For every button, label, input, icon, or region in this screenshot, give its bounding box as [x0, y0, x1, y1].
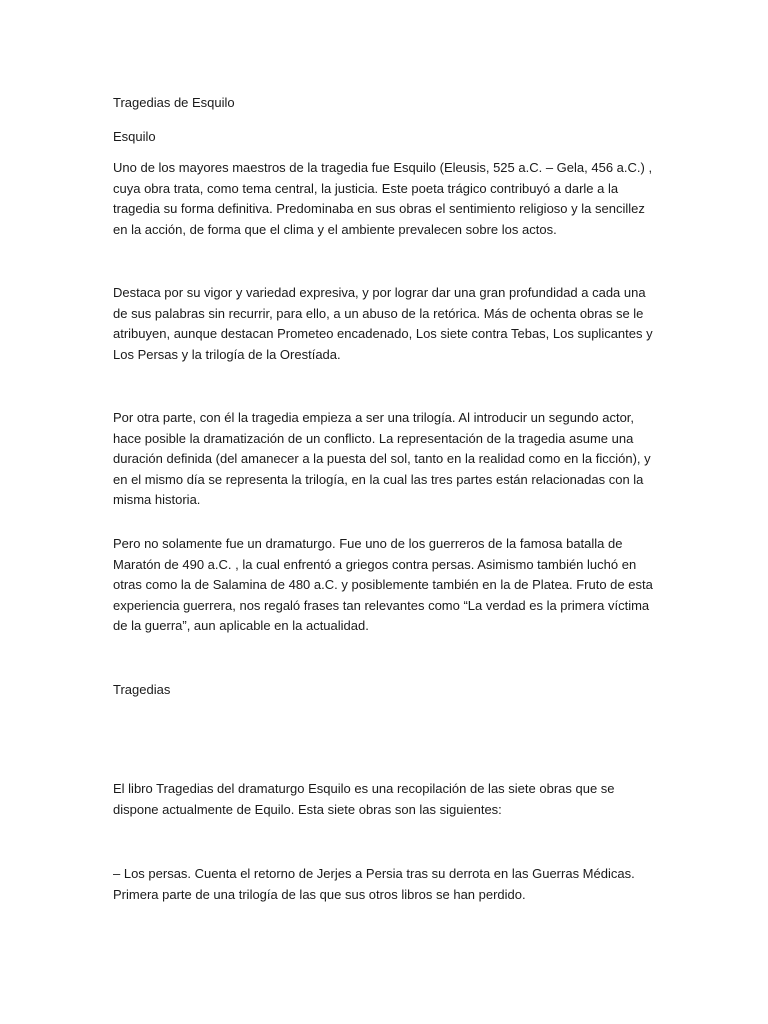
section-heading-tragedias: Tragedias: [113, 682, 171, 697]
author-heading: Esquilo: [113, 129, 156, 144]
paragraph-warrior: Pero no solamente fue un dramaturgo. Fue uno de los guerreros de la famosa batalla de Maratón de 490 a.C. , la cual enfrentó a griegos contra persas. Asimismo también luchó en otras como la de Salamina de 480 a.C. y posiblemente también en la de Platea. Fruto de esta experiencia guerrera, nos regaló frases tan relevantes como “La verdad es la primera víctima de la guerra”, aun aplicable en la actualidad.: [113, 536, 653, 633]
paragraph-trilogy: Por otra parte, con él la tragedia empieza a ser una trilogía. Al introducir un segundo actor, hace posible la dramatización de un conflicto. La representación de la tragedia asume una duración definida (del amanecer a la puesta del sol, tanto en la realidad como en la ficción), y en el mismo día se representa la trilogía, en la cual las tres partes están relacionadas con la misma historia.: [113, 410, 651, 507]
list-item-los-persas: – Los persas. Cuenta el retorno de Jerjes a Persia tras su derrota en las Guerras Médicas. Primera parte de una trilogía de las que sus otros libros se han perdido.: [113, 866, 635, 902]
document-title: Tragedias de Esquilo: [113, 95, 235, 110]
paragraph-intro: Uno de los mayores maestros de la tragedia fue Esquilo (Eleusis, 525 a.C. – Gela, 456 a.C.) , cuya obra trata, como tema central, la justicia. Este poeta trágico contribuyó a darle a la tragedia su forma definitiva. Predominaba en sus obras el sentimiento religioso y la sencillez en la acción, de forma que el clima y el ambiente prevalecen sobre los actos.: [113, 160, 653, 237]
paragraph-book-intro: El libro Tragedias del dramaturgo Esquilo es una recopilación de las siete obras que se dispone actualmente de Equilo. Esta siete obras son las siguientes:: [113, 781, 615, 817]
paragraph-style: Destaca por su vigor y variedad expresiva, y por lograr dar una gran profundidad a cada una de sus palabras sin recurrir, para ello, a un abuso de la retórica. Más de ochenta obras se le atribuyen, aunque destacan Prometeo encadenado, Los siete contra Tebas, Los suplicantes y Los Persas y la trilogía de la Orestíada.: [113, 285, 653, 362]
